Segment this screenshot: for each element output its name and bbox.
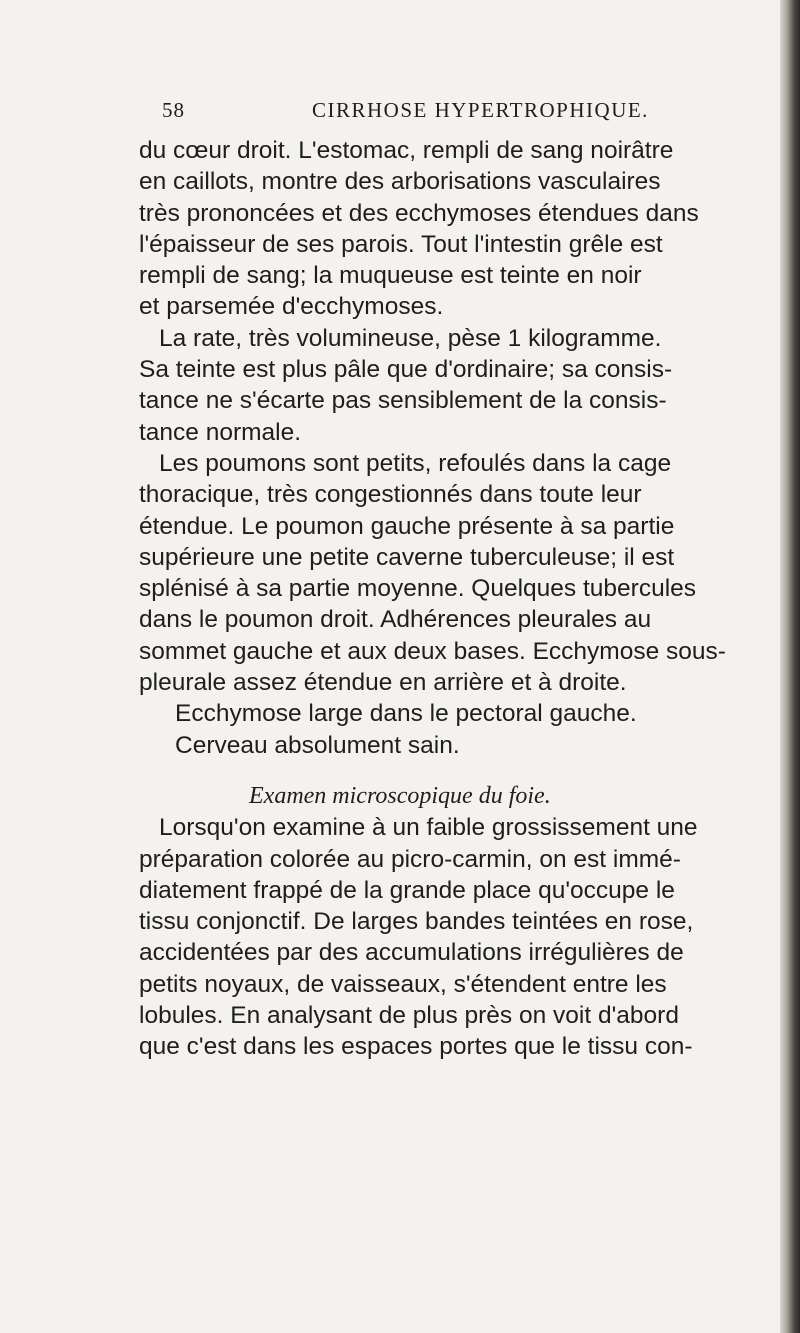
text-line: et parsemée d'ecchymoses. (139, 293, 444, 321)
text-line: supérieure une petite caverne tuberculeuse; il est (139, 543, 675, 571)
page-number: 58 (162, 98, 185, 122)
text-line: très prononcées et des ecchymoses étendues dans (139, 199, 699, 227)
text-line: thoracique, très congestionnés dans toute leur (139, 481, 642, 509)
text-line: tissu conjonctif. De larges bandes teintées en rose, (139, 908, 694, 936)
running-title: CIRRHOSE HYPERTROPHIQUE. (312, 98, 649, 122)
text-line: Les poumons sont petits, refoulés dans la cage (159, 449, 672, 477)
page-header (162, 98, 762, 128)
text-line: Lorsqu'on examine à un faible grossissement une (159, 814, 698, 842)
text-line: pleurale assez étendue en arrière et à droite. (139, 669, 627, 697)
text-line: sommet gauche et aux deux bases. Ecchymose sous- (139, 637, 726, 665)
text-line: lobules. En analysant de plus près on voit d'abord (139, 1002, 679, 1030)
text-line: diatement frappé de la grande place qu'occupe le (139, 876, 675, 904)
text-line: tance ne s'écarte pas sensiblement de la consis- (139, 387, 667, 415)
text-line: Sa teinte est plus pâle que d'ordinaire; sa consis- (139, 356, 673, 384)
text-line: rempli de sang; la muqueuse est teinte en noir (139, 262, 642, 290)
body-text (139, 135, 769, 1063)
text-line: accidentées par des accumulations irrégulières de (139, 939, 684, 967)
text-line: en caillots, montre des arborisations vasculaires (139, 168, 661, 196)
text-line: étendue. Le poumon gauche présente à sa partie (139, 512, 675, 540)
text-line: que c'est dans les espaces portes que le tissu con- (139, 1033, 693, 1061)
text-line: du cœur droit. L'estomac, rempli de sang noirâtre (139, 137, 674, 164)
text-line: La rate, très volumineuse, pèse 1 kilogramme. (159, 324, 662, 352)
text-line: splénisé à sa partie moyenne. Quelques tubercules (139, 575, 697, 603)
text-line: Cerveau absolument sain. (175, 731, 460, 759)
section-subheading: Examen microscopique du foie. (249, 782, 551, 809)
text-line: l'épaisseur de ses parois. Tout l'intestin grêle est (139, 230, 663, 258)
binding-edge (780, 0, 800, 1333)
text-line: Ecchymose large dans le pectoral gauche. (175, 700, 637, 728)
text-line: dans le poumon droit. Adhérences pleurales au (139, 606, 652, 634)
text-line: tance normale. (139, 418, 302, 446)
text-line: petits noyaux, de vaisseaux, s'étendent entre les (139, 970, 667, 998)
section-gap (139, 761, 769, 781)
text-line: préparation colorée au picro-carmin, on est immé- (139, 845, 681, 873)
